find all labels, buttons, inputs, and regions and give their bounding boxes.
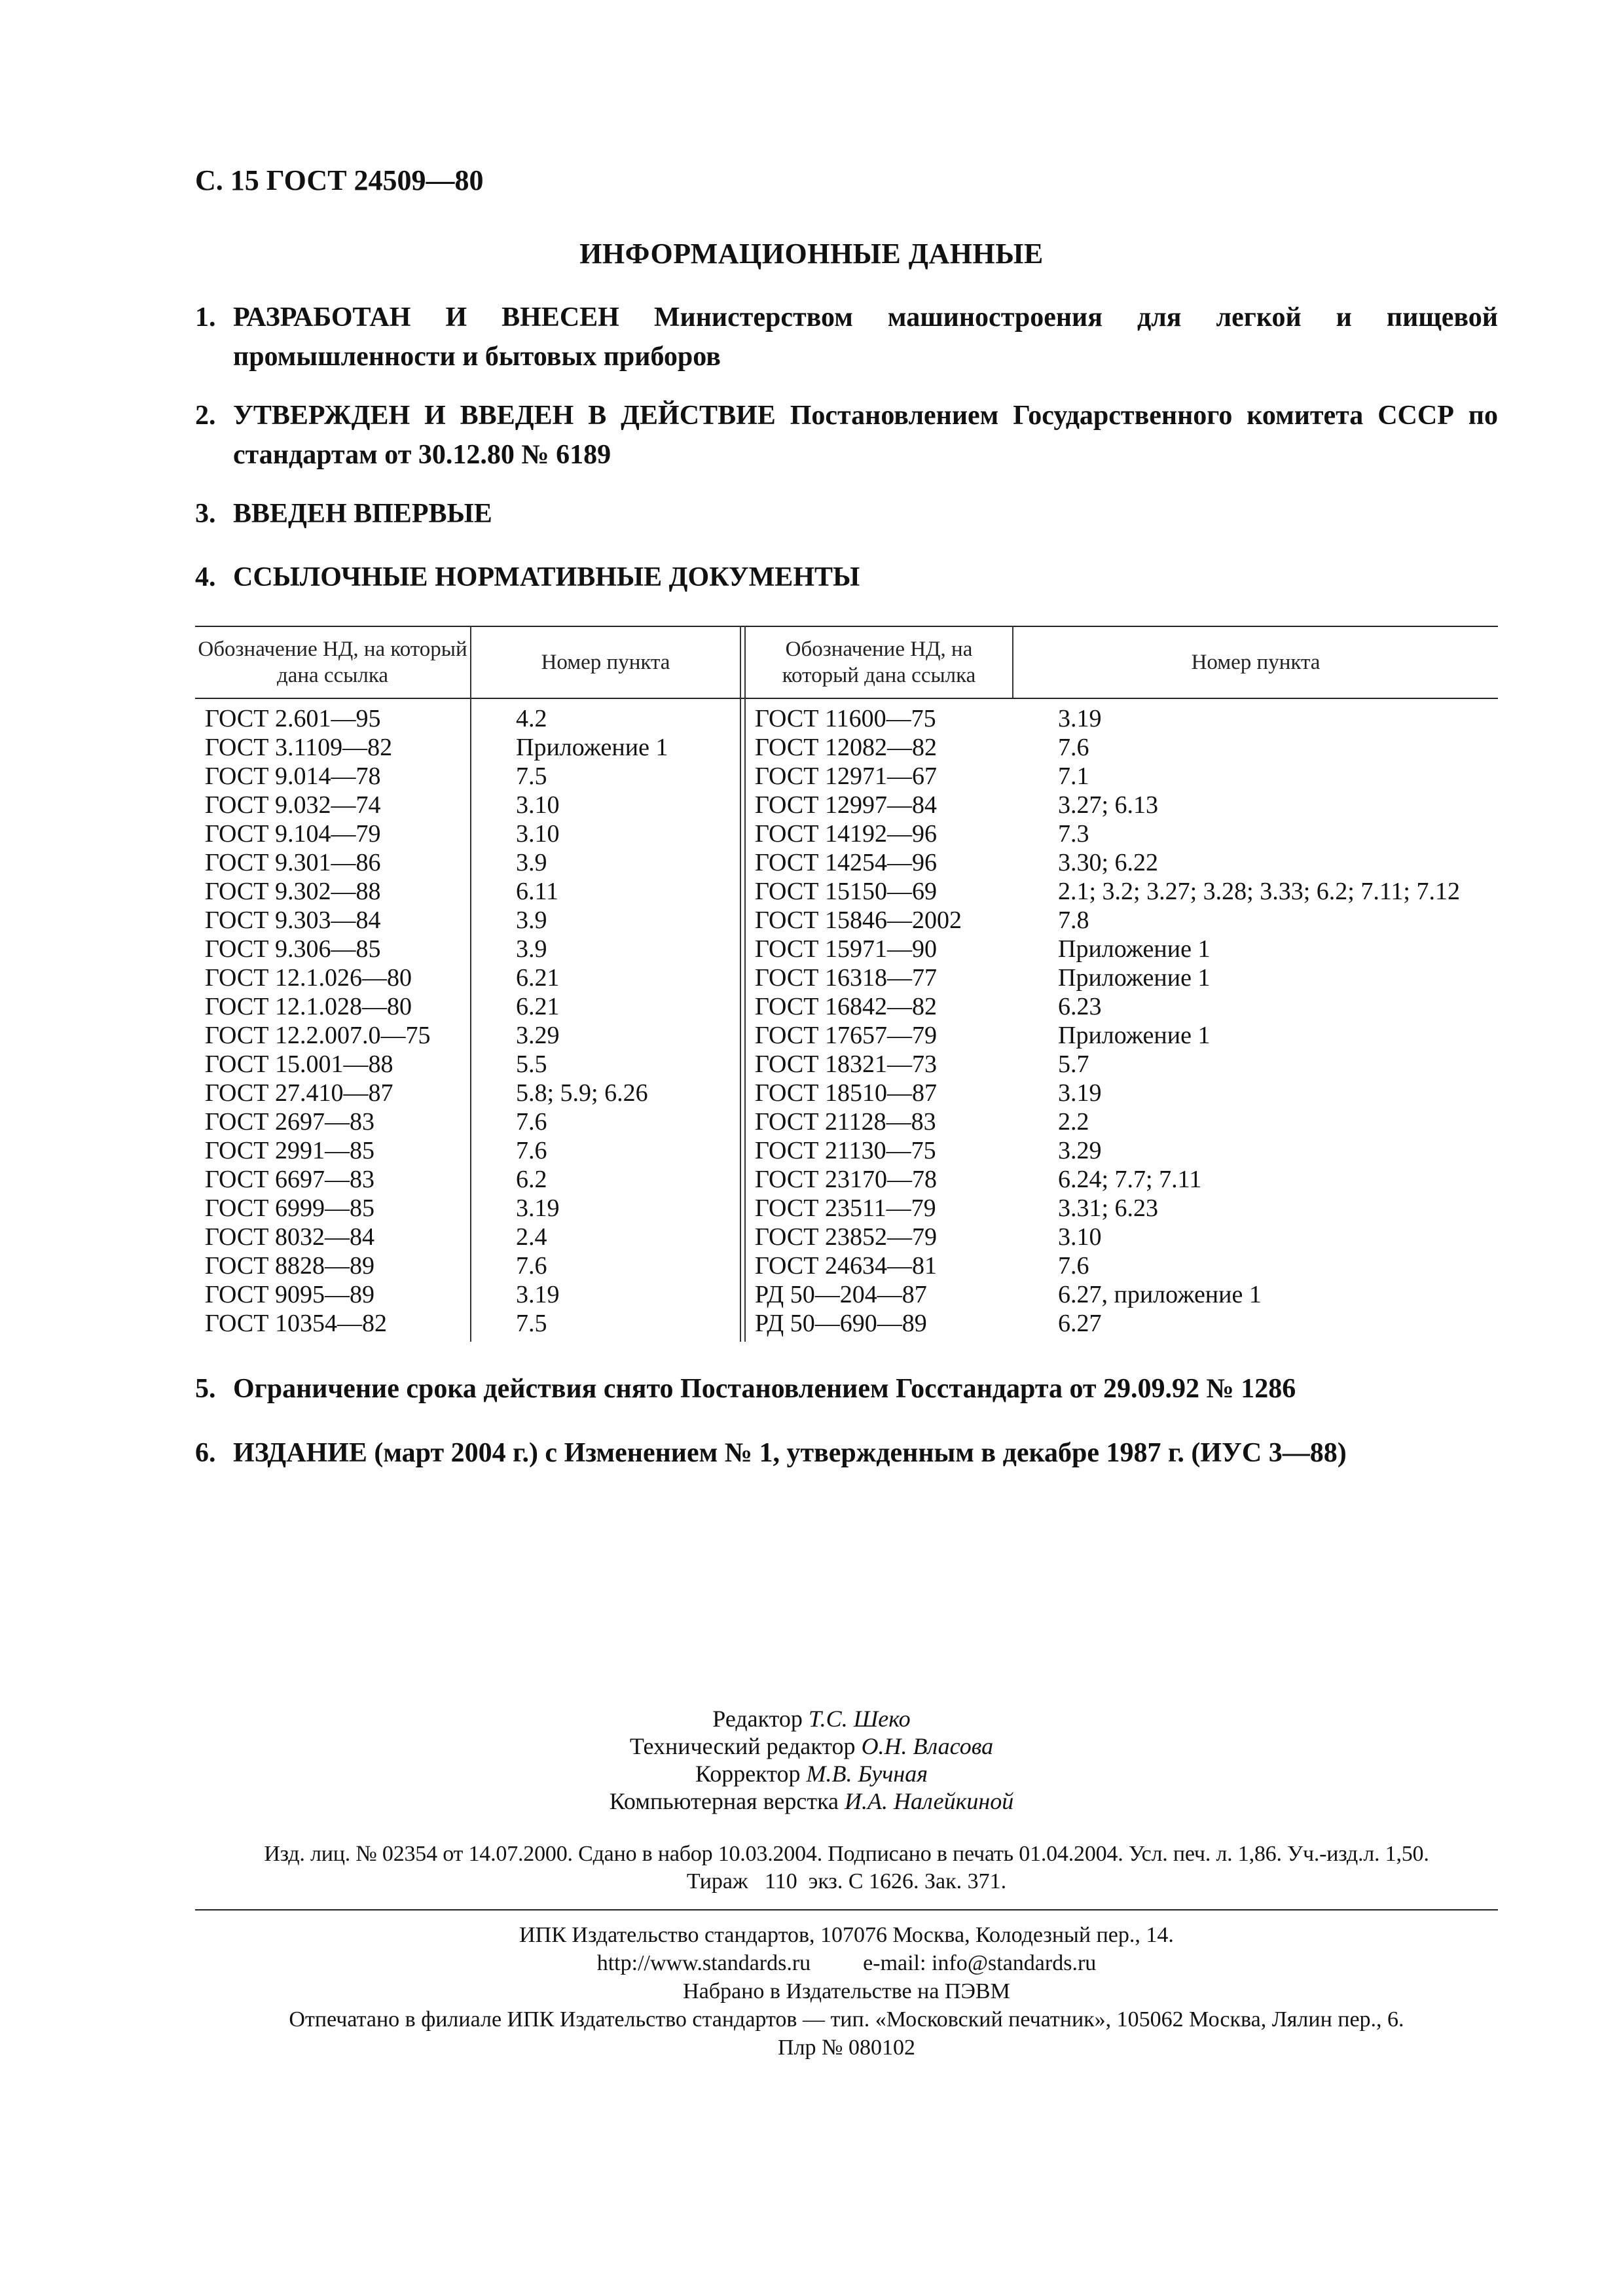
info-item-4 <box>195 558 1498 597</box>
credit-name: О.Н. Власова <box>861 1733 994 1759</box>
table-cell-clause: 7.5 <box>516 1310 547 1337</box>
references-table <box>195 626 1498 1342</box>
table-cell-clause: 3.30; 6.22 <box>1058 849 1159 876</box>
table-cell-clause: 7.6 <box>516 1252 547 1280</box>
table-cell-designation: ГОСТ 15846—2002 <box>755 906 962 934</box>
plr-number: Плр № 080102 <box>778 2036 915 2060</box>
table-cell-clause: 7.6 <box>1058 1252 1089 1280</box>
table-cell-clause: 4.2 <box>516 705 547 732</box>
table-cell-designation: ГОСТ 9.302—88 <box>205 878 381 905</box>
table-cell-designation: ГОСТ 9.032—74 <box>205 791 381 819</box>
publisher-address: ИПК Издательство стандартов, 107076 Москва, Колодезный пер., 14. <box>519 1923 1174 1947</box>
table-cell-designation: ГОСТ 16318—77 <box>755 964 937 992</box>
item-text: Постановлением Государственного комитета СССР по стандартам от 30.12.80 № 6189 <box>233 401 1499 470</box>
table-cell-designation: ГОСТ 14192—96 <box>755 820 937 848</box>
credit-line <box>0 1787 1623 1815</box>
item-heading: УТВЕРЖДЕН И ВВЕДЕН В ДЕЙСТВИЕ <box>233 401 776 431</box>
table-cell-designation: ГОСТ 23511—79 <box>755 1194 936 1222</box>
item-number: 2. <box>195 401 216 431</box>
credit-line <box>0 1760 1623 1787</box>
table-cell-designation: ГОСТ 24634—81 <box>755 1252 937 1280</box>
item-text: (март 2004 г.) с Изменением № 1, утвержденным в декабре 1987 г. (ИУС 3—88) <box>374 1438 1347 1468</box>
table-cell-clause: 2.1; 3.2; 3.27; 3.28; 3.33; 6.2; 7.11; 7.12 <box>1058 878 1460 905</box>
table-cell-designation: ГОСТ 23170—78 <box>755 1166 937 1193</box>
table-cell-designation: ГОСТ 14254—96 <box>755 849 937 876</box>
item-heading: ИЗДАНИЕ <box>233 1438 367 1468</box>
table-cell-clause: 3.19 <box>516 1194 560 1222</box>
table-cell-designation: ГОСТ 9.306—85 <box>205 935 381 963</box>
column-double-divider <box>740 626 746 1342</box>
table-cell-clause: 7.6 <box>516 1108 547 1136</box>
table-cell-designation: ГОСТ 9.014—78 <box>205 762 381 790</box>
credit-name: И.А. Налейкиной <box>845 1788 1014 1814</box>
credit-role: Корректор <box>695 1761 801 1787</box>
table-cell-designation: ГОСТ 6697—83 <box>205 1166 374 1193</box>
table-cell-designation: ГОСТ 12.1.026—80 <box>205 964 412 992</box>
table-cell-clause: 3.10 <box>1058 1223 1102 1251</box>
credit-name: М.В. Бучная <box>806 1761 928 1787</box>
table-cell-designation: ГОСТ 18510—87 <box>755 1079 937 1107</box>
table-cell-clause: 6.27, приложение 1 <box>1058 1281 1262 1308</box>
credit-role: Редактор <box>712 1706 803 1732</box>
info-item-2 <box>195 396 1498 475</box>
right-clause-column <box>1058 704 1497 1338</box>
table-cell-clause: 7.6 <box>1058 734 1089 761</box>
table-cell-clause: 3.9 <box>516 849 547 876</box>
table-cell-clause: 7.5 <box>516 762 547 790</box>
table-cell-clause: 7.1 <box>1058 762 1089 790</box>
table-cell-clause: Приложение 1 <box>1058 964 1211 992</box>
info-item-3 <box>195 494 1498 533</box>
header-designation-left: Обозначение НД, на который дана ссылка <box>198 637 467 687</box>
imprint-line-1: Изд. лиц. № 02354 от 14.07.2000. Сдано в набор 10.03.2004. Подписано в печать 01.04.2004. Усл. печ. л. 1,86. Уч.-изд.л. 1,50. <box>264 1842 1429 1866</box>
table-cell-designation: ГОСТ 12.2.007.0—75 <box>205 1022 431 1049</box>
typeset-note: Набрано в Издательстве на ПЭВМ <box>683 1979 1010 2003</box>
table-cell-designation: РД 50—204—87 <box>755 1281 927 1308</box>
header-designation-right: Обозначение НД, на который дана ссылка <box>782 637 976 687</box>
item-number: 5. <box>195 1374 216 1404</box>
table-cell-designation: ГОСТ 3.1109—82 <box>205 734 393 761</box>
table-cell-designation: ГОСТ 27.410—87 <box>205 1079 393 1107</box>
table-cell-designation: ГОСТ 2697—83 <box>205 1108 374 1136</box>
info-item-5 <box>195 1369 1498 1408</box>
table-cell-designation: ГОСТ 15971—90 <box>755 935 937 963</box>
table-cell-clause: 7.6 <box>516 1137 547 1164</box>
table-cell-designation: ГОСТ 23852—79 <box>755 1223 937 1251</box>
item-heading: ВВЕДЕН ВПЕРВЫЕ <box>233 499 492 529</box>
item-text: Министерством машиностроения для легкой и пищевой промышленности и бытовых приборов <box>233 302 1498 372</box>
table-cell-designation: ГОСТ 16842—82 <box>755 993 937 1020</box>
page-header: С. 15 ГОСТ 24509—80 <box>195 164 484 196</box>
table-cell-clause: 3.27; 6.13 <box>1058 791 1159 819</box>
item-number: 1. <box>195 302 216 332</box>
table-cell-designation: ГОСТ 9.301—86 <box>205 849 381 876</box>
table-cell-clause: 3.19 <box>516 1281 560 1308</box>
table-cell-designation: ГОСТ 11600—75 <box>755 705 936 732</box>
table-cell-clause: 6.24; 7.7; 7.11 <box>1058 1166 1202 1193</box>
header-clause-left: Номер пункта <box>541 651 670 674</box>
table-cell-clause: 5.5 <box>516 1050 547 1078</box>
table-cell-designation: ГОСТ 8828—89 <box>205 1252 374 1280</box>
table-cell-clause: 3.31; 6.23 <box>1058 1194 1159 1222</box>
table-cell-clause: 3.9 <box>516 906 547 934</box>
table-cell-designation: ГОСТ 12.1.028—80 <box>205 993 412 1020</box>
table-cell-clause: 3.19 <box>1058 1079 1102 1107</box>
website-link[interactable]: http://www.standards.ru <box>596 1951 811 1975</box>
table-cell-designation: ГОСТ 15.001—88 <box>205 1050 393 1078</box>
item-number: 3. <box>195 499 216 529</box>
publisher-contacts <box>195 1949 1498 1977</box>
table-cell-designation: ГОСТ 18321—73 <box>755 1050 937 1078</box>
table-cell-designation: ГОСТ 9.303—84 <box>205 906 381 934</box>
header-clause-right: Номер пункта <box>1191 651 1321 674</box>
imprint-line-2: Тираж 110 экз. С 1626. Зак. 371. <box>686 1869 1007 1893</box>
table-cell-clause: 3.19 <box>1058 705 1102 732</box>
item-number: 6. <box>195 1438 216 1468</box>
table-cell-designation: ГОСТ 2991—85 <box>205 1137 374 1164</box>
table-cell-designation: ГОСТ 15150—69 <box>755 878 937 905</box>
table-cell-clause: 3.29 <box>516 1022 560 1049</box>
credit-name: Т.С. Шеко <box>808 1706 911 1732</box>
editorial-credits <box>0 1705 1623 1815</box>
credit-line <box>0 1732 1623 1760</box>
info-item-1 <box>195 298 1498 376</box>
table-cell-clause: 7.3 <box>1058 820 1089 848</box>
item-heading: РАЗРАБОТАН И ВНЕСЕН <box>233 302 619 332</box>
table-cell-designation: ГОСТ 21130—75 <box>755 1137 936 1164</box>
table-cell-clause: 5.8; 5.9; 6.26 <box>516 1079 648 1107</box>
table-cell-clause: 6.2 <box>516 1166 547 1193</box>
credit-role: Технический редактор <box>629 1733 856 1759</box>
printed-note: Отпечатано в филиале ИПК Издательство стандартов — тип. «Московский печатник», 105062 Москва, Лялин пер., 6. <box>289 2007 1404 2032</box>
table-cell-designation: ГОСТ 8032—84 <box>205 1223 374 1251</box>
table-cell-clause: 3.9 <box>516 935 547 963</box>
table-cell-clause: 6.11 <box>516 878 559 905</box>
left-designation-column <box>205 704 467 1338</box>
table-cell-designation: ГОСТ 9095—89 <box>205 1281 374 1308</box>
item-text: Ограничение срока действия снято Постановлением Госстандарта от 29.09.92 № 1286 <box>233 1374 1296 1404</box>
table-cell-designation: ГОСТ 9.104—79 <box>205 820 381 848</box>
table-cell-clause: 5.7 <box>1058 1050 1089 1078</box>
credit-line <box>0 1705 1623 1732</box>
table-cell-clause: 3.10 <box>516 820 560 848</box>
column-divider <box>470 626 471 1342</box>
table-cell-clause: 6.21 <box>516 964 560 992</box>
footer-separator <box>195 1909 1498 1910</box>
left-clause-column <box>516 704 735 1338</box>
table-cell-clause: Приложение 1 <box>1058 1022 1211 1049</box>
table-cell-clause: 2.4 <box>516 1223 547 1251</box>
info-item-6 <box>195 1433 1498 1473</box>
table-cell-designation: ГОСТ 6999—85 <box>205 1194 374 1222</box>
item-number: 4. <box>195 562 216 592</box>
item-heading: ССЫЛОЧНЫЕ НОРМАТИВНЫЕ ДОКУМЕНТЫ <box>233 562 860 592</box>
email-link[interactable]: e-mail: info@standards.ru <box>863 1951 1097 1975</box>
table-cell-designation: ГОСТ 12997—84 <box>755 791 937 819</box>
table-cell-designation: ГОСТ 12971—67 <box>755 762 937 790</box>
table-cell-clause: 2.2 <box>1058 1108 1089 1136</box>
imprint-block <box>195 1840 1498 1895</box>
table-cell-designation: ГОСТ 10354—82 <box>205 1310 387 1337</box>
table-cell-designation: ГОСТ 17657—79 <box>755 1022 937 1049</box>
table-cell-designation: ГОСТ 21128—83 <box>755 1108 936 1136</box>
table-cell-clause: 3.10 <box>516 791 560 819</box>
table-cell-clause: 3.29 <box>1058 1137 1102 1164</box>
credit-role: Компьютерная верстка <box>609 1788 839 1814</box>
right-designation-column <box>755 704 1010 1338</box>
publisher-block <box>195 1921 1498 2062</box>
section-title: ИНФОРМАЦИОННЫЕ ДАННЫЕ <box>579 238 1044 270</box>
table-cell-designation: РД 50—690—89 <box>755 1310 927 1337</box>
table-cell-clause: 6.23 <box>1058 993 1102 1020</box>
table-cell-clause: 6.21 <box>516 993 560 1020</box>
table-cell-clause: 6.27 <box>1058 1310 1102 1337</box>
table-cell-clause: Приложение 1 <box>516 734 668 761</box>
table-header-rule <box>195 698 1498 699</box>
table-cell-designation: ГОСТ 2.601—95 <box>205 705 381 732</box>
table-cell-designation: ГОСТ 12082—82 <box>755 734 937 761</box>
table-cell-clause: 7.8 <box>1058 906 1089 934</box>
table-cell-clause: Приложение 1 <box>1058 935 1211 963</box>
